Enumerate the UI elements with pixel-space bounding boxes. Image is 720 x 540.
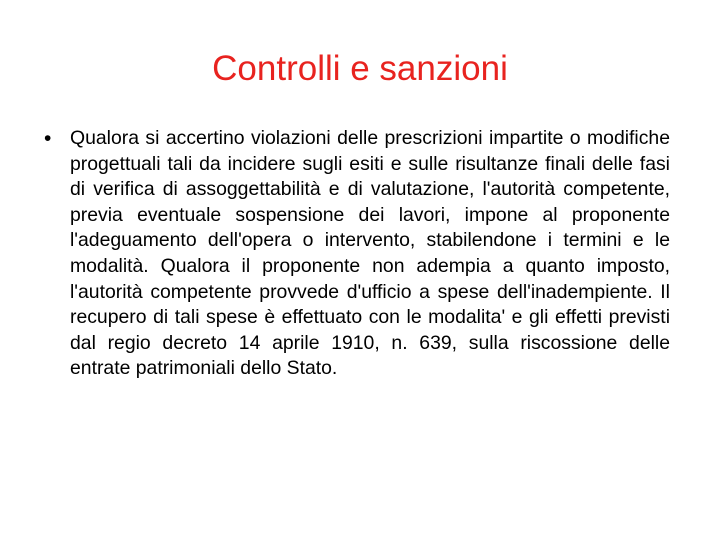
bullet-text: Qualora si accertino violazioni delle prescrizioni impartite o modifiche progettuali tali da incidere sugli esiti e sulle risultanze finali delle fasi di verifica di assoggettabilità e di valutazione, l'autorità competente, previa eventuale sospensione dei lavori, impone al proponente l'adeguamento dell'opera o intervento, stabilendone i termini e le modalità. Qualora il proponente non adempia a quanto imposto, l'autorità competente provvede d'ufficio a spese dell'inadempiente. Il recupero di tali spese è effettuato con le modalita' e gli effetti previsti dal regio decreto 14 aprile 1910, n. 639, sulla riscossione delle entrate patrimoniali dello Stato. bbox=[70, 127, 670, 380]
slide-title: Controlli e sanzioni bbox=[212, 49, 508, 88]
bullet-icon: • bbox=[44, 127, 52, 150]
